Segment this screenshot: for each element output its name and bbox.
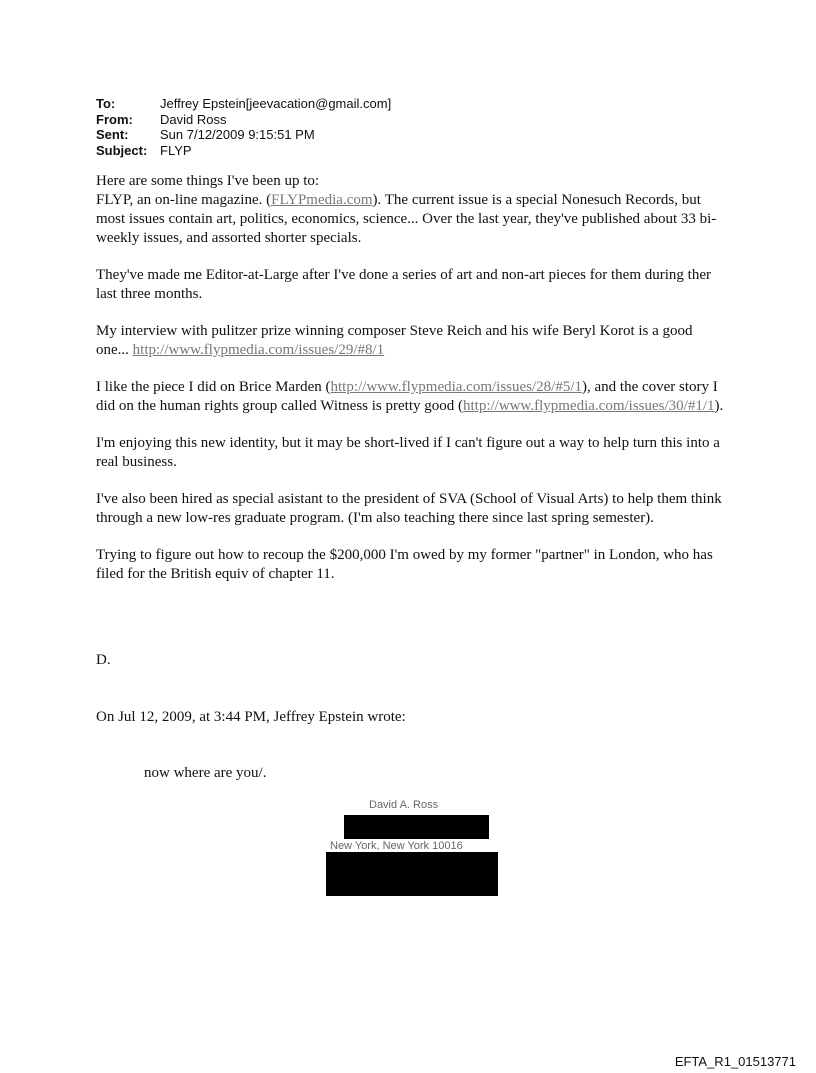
from-value: David Ross [160, 111, 227, 127]
witness-link[interactable]: http://www.flypmedia.com/issues/30/#1/1 [462, 398, 715, 414]
reply-header: On Jul 12, 2009, at 3:44 PM, Jeffrey Epstein wrote: [96, 709, 406, 725]
redaction-block [344, 815, 489, 839]
subject-label: Subject: [96, 142, 148, 158]
document-id: EFTA_R1_01513771 [674, 1054, 796, 1069]
reich-interview-link[interactable]: http://www.flypmedia.com/issues/29/#8/1 [132, 342, 385, 358]
paragraph-6: I've also been hired as special asistant to the president of SVA (School of Visual Arts) to help them think through a new low-res graduate program. (I'm also teaching there since last spring semester). [96, 491, 722, 526]
p1-line1: Here are some things I've been up to: [96, 173, 320, 189]
subject-row [96, 143, 391, 159]
paragraph-2: They've made me Editor-at-Large after I've done a series of art and non-art pieces for them during ther last three months. [96, 267, 711, 302]
to-value: Jeffrey Epstein[jeevacation@gmail.com] [160, 96, 392, 111]
email-header [96, 96, 391, 158]
paragraph-1 [96, 172, 726, 248]
sent-value: Sun 7/12/2009 9:15:51 PM [160, 127, 315, 142]
email-body [96, 172, 726, 602]
paragraph-7: Trying to figure out how to recoup the $200,000 I'm owed by my former "partner" in London, who has filed for the British equiv of chapter 11. [96, 547, 713, 582]
paragraph-5: I'm enjoying this new identity, but it may be short-lived if I can't figure out a way to help turn this into a real business. [96, 435, 720, 470]
p3-text: My interview with pulitzer prize winning composer Steve Reich and his wife Beryl Korot is a good one... [96, 323, 693, 358]
signoff: D. [96, 652, 111, 668]
quoted-message: now where are you/. [144, 765, 267, 781]
p4-text-b: ), and the cover story I did on the human rights group called Witness is pretty good ( [96, 379, 718, 414]
flypmedia-link[interactable]: FLYPmedia.com [271, 192, 373, 208]
to-row [96, 96, 391, 112]
p1-text-a: FLYP, an on-line magazine. ( [96, 192, 272, 208]
sent-label: Sent: [96, 127, 129, 142]
p4-text-a: I like the piece I did on Brice Marden ( [96, 379, 331, 395]
from-row [96, 112, 391, 128]
from-label: From: [96, 111, 133, 127]
to-label: To: [96, 96, 116, 111]
sent-row [96, 127, 391, 143]
redaction-block [326, 852, 498, 896]
paragraph-4 [96, 378, 726, 416]
subject-value: FLYP [160, 142, 192, 158]
paragraph-3 [96, 322, 726, 360]
marden-link[interactable]: http://www.flypmedia.com/issues/28/#5/1 [330, 379, 583, 395]
signature-city: New York, New York 10016 [330, 840, 463, 852]
signature-name: David A. Ross [369, 799, 439, 811]
p4-text-c: ). [714, 398, 724, 414]
p1-text-b: ). The current issue is a special Nonesuch Records, but most issues contain art, politics, economics, science... Over the last year, they've published about 33 bi-weekly issues, and assorted shorter specials. [96, 192, 717, 246]
